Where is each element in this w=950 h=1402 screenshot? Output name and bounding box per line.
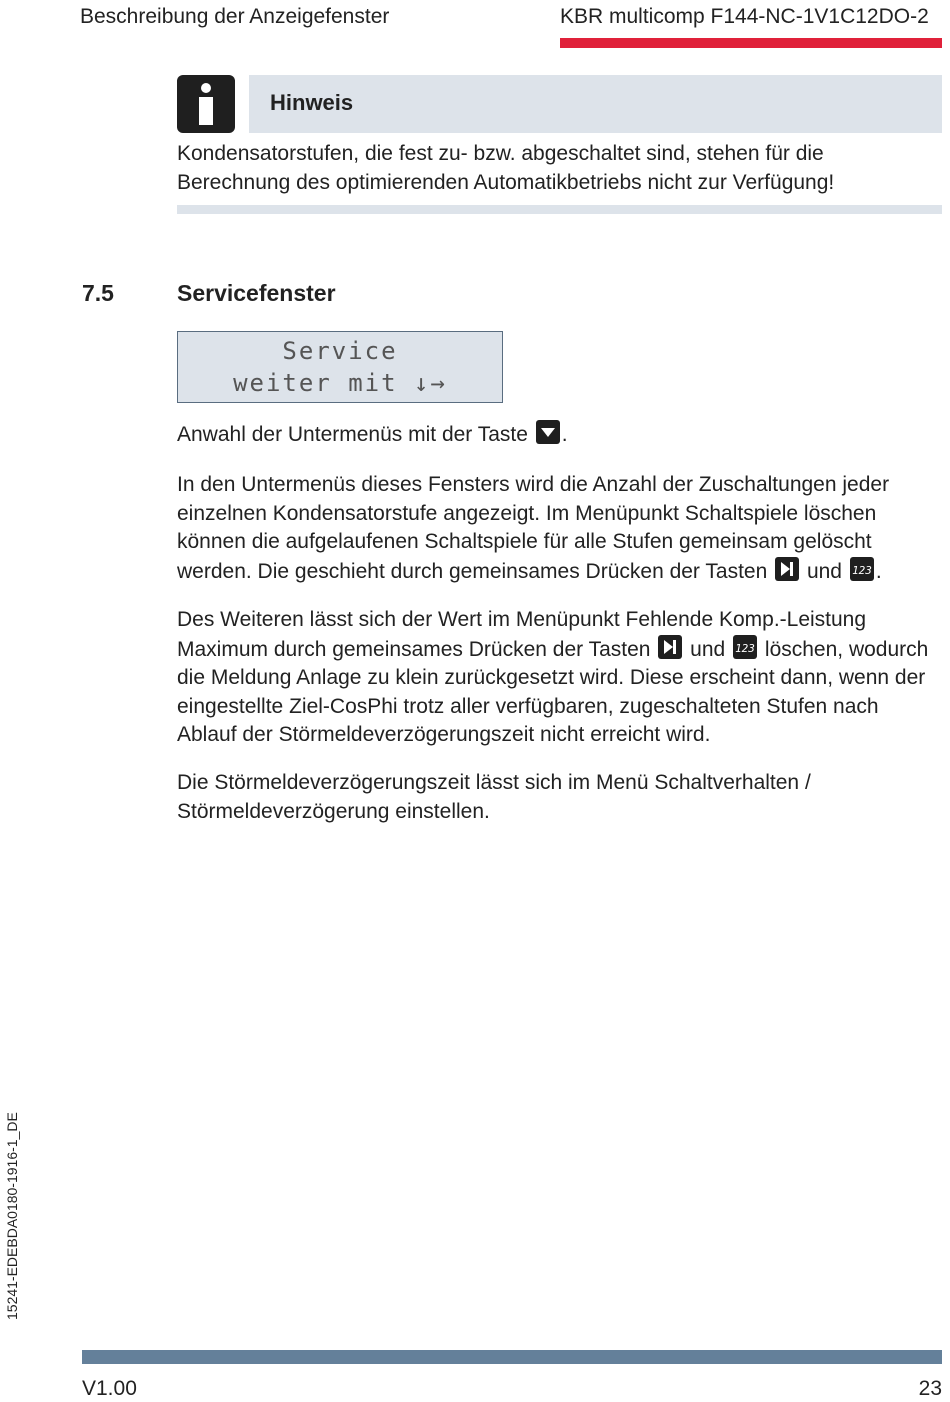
section-title: Servicefenster xyxy=(177,280,336,306)
hint-title: Hinweis xyxy=(270,90,354,115)
hint-text: Kondensatorstufen, die fest zu- bzw. abgeschaltet sind, stehen für die Berechnung des optimierenden Automatikbetriebs nicht zur Verfügung! xyxy=(177,142,835,194)
footer-version: V1.00 xyxy=(82,1377,137,1400)
lcd-display xyxy=(177,331,503,403)
footer-bar xyxy=(82,1350,942,1364)
paragraph-submenu-selection xyxy=(177,420,942,450)
paragraph-text: Des Weiteren lässt sich der Wert im Menüpunkt Fehlende Komp.-Leistung Maximum durch gemeinsames Drücken der Tasten xyxy=(177,608,867,661)
svg-text:123: 123 xyxy=(735,641,755,655)
header-left-title: Beschreibung der Anzeigefenster xyxy=(80,5,390,28)
skip-next-key-icon xyxy=(775,557,799,581)
paragraph-text: . xyxy=(561,423,568,446)
page-number: 23 xyxy=(918,1377,942,1400)
paragraph-missing-compensation xyxy=(177,606,942,750)
paragraph-text: . xyxy=(875,559,882,583)
lcd-line-2: weiter mit ↓→ xyxy=(233,369,447,397)
numeric-123-key-icon xyxy=(733,635,757,659)
paragraph-switching-cycles xyxy=(177,471,942,586)
numeric-123-key-icon xyxy=(850,557,874,581)
header-right-title: KBR multicomp F144-NC-1V1C12DO-2 xyxy=(560,5,929,28)
document-code: 15241-EDEBDA0180-1916-1_DE xyxy=(4,1112,20,1320)
paragraph-text: und xyxy=(806,559,842,583)
paragraph-text: und xyxy=(690,637,726,661)
skip-next-key-icon xyxy=(658,635,682,659)
section-number: 7.5 xyxy=(82,280,114,306)
paragraph-text: löschen, wodurch die Meldung Anlage zu klein zurückgesetzt wird. Diese erscheint dann, wenn der eingestellte Ziel-CosPhi trotz aller verfügbaren, zugeschalteten Stufen nach Ablauf der Störmeldeverzögerungszeit nicht erreicht wird. xyxy=(177,637,929,746)
hint-bottom-bar xyxy=(177,205,942,214)
lcd-line-1: Service xyxy=(282,337,398,365)
down-key-icon xyxy=(536,420,560,444)
paragraph-fault-delay: Die Störmeldeverzögerungszeit lässt sich im Menü Schaltverhalten / Störmeldeverzögerung einstellen. xyxy=(177,771,811,823)
svg-text:123: 123 xyxy=(851,563,872,577)
info-icon xyxy=(177,75,235,133)
paragraph-text: In den Untermenüs dieses Fensters wird die Anzahl der Zuschaltungen jeder einzelnen Kondensatorstufe angezeigt. Im Menüpunkt Schaltspiele löschen können die aufgelaufenen Schaltspiele für alle Stufen gemeinsam gelöscht werden. Die geschieht durch gemeinsames Drücken der Tasten xyxy=(177,473,890,583)
paragraph-text: Anwahl der Untermenüs mit der Taste xyxy=(177,423,528,446)
header-accent-bar xyxy=(560,38,942,48)
